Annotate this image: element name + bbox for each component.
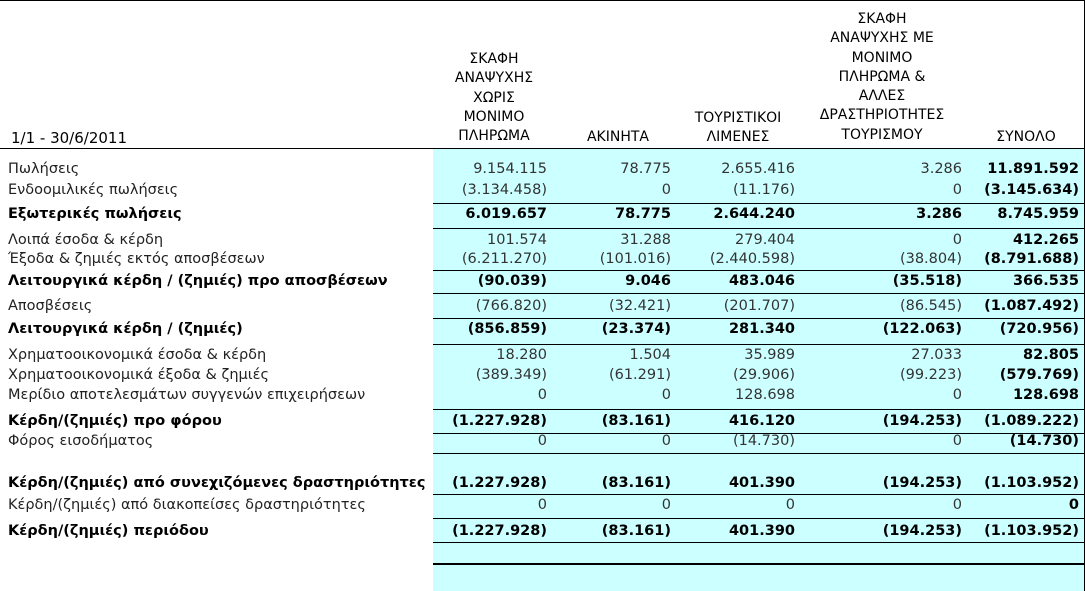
cell-c5: 0 bbox=[1068, 497, 1079, 513]
table-row bbox=[0, 251, 1085, 271]
cell-c2: 0 bbox=[661, 182, 671, 198]
cell-c4: (38.804) bbox=[899, 251, 962, 267]
row-separator bbox=[433, 318, 1085, 319]
cell-c2: (61.291) bbox=[608, 367, 671, 383]
row-label: Κέρδη/(ζημιές) από συνεχιζόμενες δραστηριότητες bbox=[8, 475, 426, 491]
cell-c1: 6.019.657 bbox=[465, 206, 547, 222]
row-label: Εξωτερικές πωλήσεις bbox=[8, 206, 182, 222]
cell-c5: 412.265 bbox=[1012, 232, 1079, 248]
cell-c2: 0 bbox=[661, 497, 671, 513]
cell-c3: 483.046 bbox=[728, 273, 795, 289]
cell-c2: 78.775 bbox=[615, 206, 671, 222]
cell-c5: (1.089.222) bbox=[984, 413, 1079, 429]
row-label: Αποσβέσεις bbox=[8, 298, 93, 314]
table-top-border bbox=[0, 0, 1085, 1]
cell-c3: 401.390 bbox=[728, 475, 795, 491]
table-row bbox=[0, 273, 1085, 293]
cell-c5: (720.956) bbox=[999, 321, 1079, 337]
header-col-real-estate: ΑΚΙΝΗΤΑ bbox=[586, 129, 649, 145]
row-separator bbox=[433, 228, 1085, 229]
cell-c2: (83.161) bbox=[601, 523, 671, 539]
cell-c3: 0 bbox=[785, 497, 795, 513]
cell-c3: 128.698 bbox=[735, 387, 795, 403]
cell-c4: 3.286 bbox=[916, 206, 962, 222]
cell-c3: (29.906) bbox=[732, 367, 795, 383]
table-row bbox=[0, 347, 1085, 367]
cell-c2: 9.046 bbox=[625, 273, 671, 289]
cell-c1: (1.227.928) bbox=[452, 523, 547, 539]
cell-c3: 2.644.240 bbox=[713, 206, 795, 222]
table-row bbox=[0, 387, 1085, 407]
row-separator bbox=[433, 270, 1085, 271]
cell-c1: (1.227.928) bbox=[452, 413, 547, 429]
cell-c3: 281.340 bbox=[728, 321, 795, 337]
cell-c4: (194.253) bbox=[882, 475, 962, 491]
row-label: Χρηματοοικονομικά έξοδα & ζημιές bbox=[8, 367, 270, 383]
cell-c4: (99.223) bbox=[899, 367, 962, 383]
cell-c1: (856.859) bbox=[467, 321, 547, 337]
cell-c2: (101.016) bbox=[599, 251, 671, 267]
cell-c1: 0 bbox=[537, 497, 547, 513]
table-row bbox=[0, 475, 1085, 495]
table-row bbox=[0, 298, 1085, 318]
cell-c1: 101.574 bbox=[487, 232, 547, 248]
cell-c3: (14.730) bbox=[732, 433, 795, 449]
cell-c2: (83.161) bbox=[601, 413, 671, 429]
header-col-tourist-ports: ΤΟΥΡΙΣΤΙΚΟΙ ΛΙΜΕΝΕΣ bbox=[694, 110, 782, 146]
row-label: Πωλήσεις bbox=[8, 161, 80, 177]
row-label: Ενδοομιλικές πωλήσεις bbox=[8, 182, 179, 198]
cell-c2: 1.504 bbox=[629, 347, 671, 363]
cell-c1: (6.211.270) bbox=[461, 251, 547, 267]
cell-c3: 2.655.416 bbox=[721, 161, 795, 177]
row-label: Κέρδη/(ζημιές) προ φόρου bbox=[8, 413, 222, 429]
row-separator bbox=[433, 563, 1085, 565]
cell-c5: (1.087.492) bbox=[984, 298, 1079, 314]
row-separator bbox=[433, 409, 1085, 410]
cell-c3: (11.176) bbox=[732, 182, 795, 198]
cell-c2: 0 bbox=[661, 387, 671, 403]
cell-c5: 366.535 bbox=[1012, 273, 1079, 289]
row-separator bbox=[433, 453, 1085, 454]
row-separator bbox=[433, 293, 1085, 294]
cell-c4: 3.286 bbox=[920, 161, 962, 177]
cell-c5: 128.698 bbox=[1012, 387, 1079, 403]
cell-c3: 401.390 bbox=[728, 523, 795, 539]
cell-c4: (122.063) bbox=[882, 321, 962, 337]
header-col-total: ΣΥΝΟΛΟ bbox=[996, 129, 1056, 145]
cell-c1: (3.134.458) bbox=[461, 182, 547, 198]
cell-c4: 0 bbox=[952, 232, 962, 248]
cell-c3: 279.404 bbox=[735, 232, 795, 248]
row-label: Λειτουργικά κέρδη / (ζημιές) bbox=[8, 321, 243, 337]
cell-c4: (86.545) bbox=[899, 298, 962, 314]
row-separator bbox=[433, 433, 1085, 434]
row-separator bbox=[433, 494, 1085, 495]
table-row bbox=[0, 523, 1085, 543]
cell-c5: 8.745.959 bbox=[997, 206, 1079, 222]
cell-c1: (90.039) bbox=[477, 273, 547, 289]
cell-c5: (14.730) bbox=[1009, 433, 1079, 449]
cell-c4: 0 bbox=[952, 497, 962, 513]
cell-c2: (32.421) bbox=[608, 298, 671, 314]
table-row bbox=[0, 497, 1085, 517]
cell-c1: (1.227.928) bbox=[452, 475, 547, 491]
cell-c5: (1.103.952) bbox=[984, 523, 1079, 539]
header-rule bbox=[0, 148, 1085, 149]
cell-c4: (194.253) bbox=[882, 523, 962, 539]
table-row bbox=[0, 321, 1085, 341]
cell-c4: 0 bbox=[952, 387, 962, 403]
cell-c4: (35.518) bbox=[892, 273, 962, 289]
cell-c2: 78.775 bbox=[620, 161, 671, 177]
period-label: 1/1 - 30/6/2011 bbox=[11, 129, 128, 147]
cell-c5: (579.769) bbox=[999, 367, 1079, 383]
cell-c4: 27.033 bbox=[911, 347, 962, 363]
cell-c1: 18.280 bbox=[496, 347, 547, 363]
header-col-boats-no-crew: ΣΚΑΦΗ ΑΝΑΨΥΧΗΣ ΧΩΡΙΣ ΜΟΝΙΜΟ ΠΛΗΡΩΜΑ bbox=[454, 51, 534, 145]
cell-c3: (201.707) bbox=[723, 298, 795, 314]
cell-c1: 0 bbox=[537, 433, 547, 449]
table-row bbox=[0, 367, 1085, 387]
cell-c5: 82.805 bbox=[1023, 347, 1079, 363]
table-row bbox=[0, 232, 1085, 252]
table-row bbox=[0, 206, 1085, 226]
row-separator bbox=[433, 344, 1085, 345]
cell-c3: 35.989 bbox=[744, 347, 795, 363]
row-label: Χρηματοοικονομικά έσοδα & κέρδη bbox=[8, 347, 267, 363]
row-separator bbox=[433, 203, 1085, 204]
cell-c1: 0 bbox=[537, 387, 547, 403]
row-label: Μερίδιο αποτελεσμάτων συγγενών επιχειρήσεων bbox=[8, 387, 366, 403]
cell-c2: (23.374) bbox=[601, 321, 671, 337]
table-row bbox=[0, 182, 1085, 202]
row-label: Έξοδα & ζημιές εκτός αποσβέσεων bbox=[8, 251, 265, 267]
cell-c1: (766.820) bbox=[475, 298, 547, 314]
cell-c3: (2.440.598) bbox=[709, 251, 795, 267]
cell-c5: 11.891.592 bbox=[987, 161, 1079, 177]
cell-c3: 416.120 bbox=[728, 413, 795, 429]
row-label: Κέρδη/(ζημιές) περιόδου bbox=[8, 523, 209, 539]
table-row bbox=[0, 433, 1085, 453]
row-separator bbox=[433, 518, 1085, 519]
row-label: Λοιπά έσοδα & κέρδη bbox=[8, 232, 164, 248]
cell-c2: 0 bbox=[661, 433, 671, 449]
row-label: Λειτουργικά κέρδη / (ζημιές) προ αποσβέσεων bbox=[8, 273, 388, 289]
cell-c4: 0 bbox=[952, 182, 962, 198]
cell-c2: 31.288 bbox=[620, 232, 671, 248]
header-col-boats-with-crew: ΣΚΑΦΗ ΑΝΑΨΥΧΗΣ ΜΕ ΜΟΝΙΜΟ ΠΛΗΡΩΜΑ & ΑΛΛΕΣ ΔΡΑΣΤΗΡΙΟΤΗΤΕΣ ΤΟΥΡΙΣΜΟΥ bbox=[819, 11, 945, 143]
table-row bbox=[0, 161, 1085, 181]
row-separator bbox=[433, 542, 1085, 543]
cell-c5: (8.791.688) bbox=[984, 251, 1079, 267]
cell-c1: (389.349) bbox=[475, 367, 547, 383]
cell-c4: 0 bbox=[952, 433, 962, 449]
cell-c4: (194.253) bbox=[882, 413, 962, 429]
cell-c2: (83.161) bbox=[601, 475, 671, 491]
table-row bbox=[0, 413, 1085, 433]
row-label: Φόρος εισοδήματος bbox=[8, 433, 154, 449]
cell-c1: 9.154.115 bbox=[473, 161, 547, 177]
cell-c5: (3.145.634) bbox=[984, 182, 1079, 198]
row-label: Κέρδη/(ζημιές) από διακοπείσες δραστηριότητες bbox=[8, 497, 366, 513]
cell-c5: (1.103.952) bbox=[984, 475, 1079, 491]
